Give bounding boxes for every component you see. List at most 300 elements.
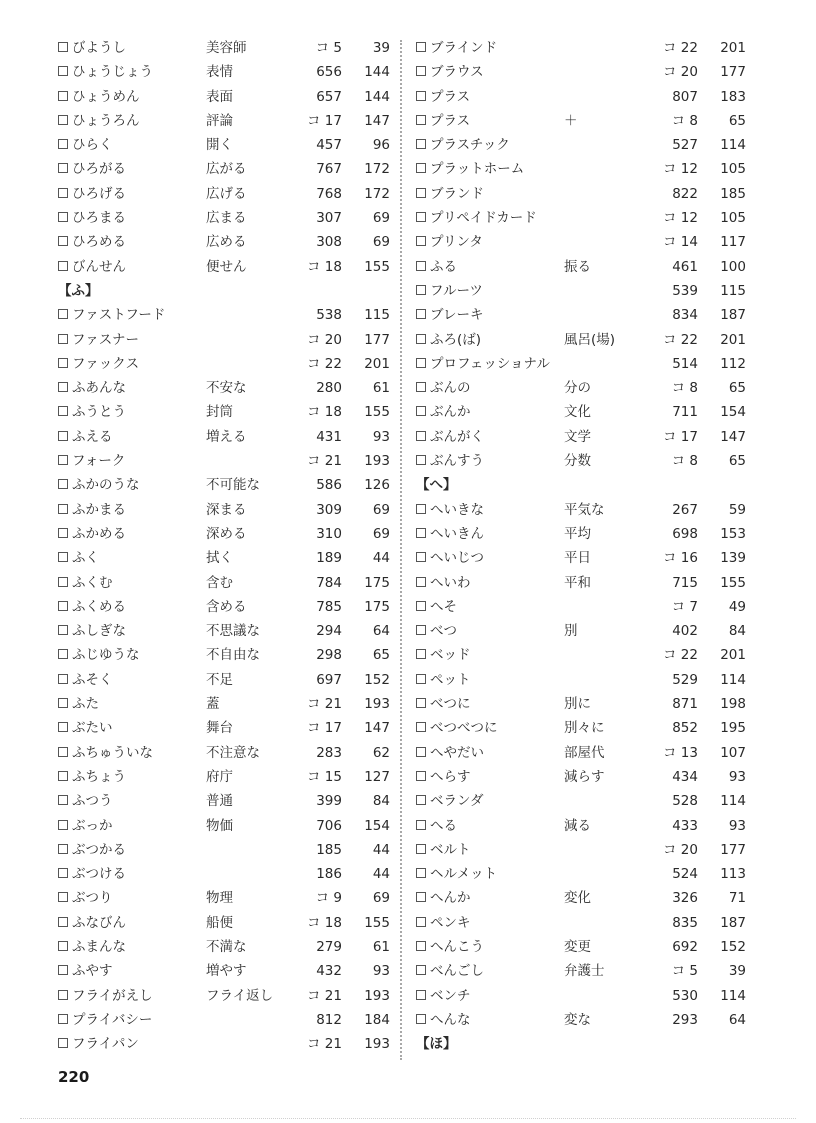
entry-kana: へいきな xyxy=(430,501,484,518)
entry-ref: 524 xyxy=(672,866,698,883)
index-entry xyxy=(58,60,390,84)
entry-page: 62 xyxy=(372,744,390,761)
entry-kanji: 開く xyxy=(206,137,233,154)
checkbox-icon xyxy=(58,771,68,781)
entry-kana: ひろまる xyxy=(72,210,126,227)
checkbox-icon xyxy=(416,188,426,198)
index-entry xyxy=(58,449,390,473)
checkbox-icon xyxy=(58,431,68,441)
entry-kanji: 広める xyxy=(206,234,247,251)
checkbox-icon xyxy=(58,455,68,465)
checkbox-icon xyxy=(416,261,426,271)
entry-kana: ぶつける xyxy=(72,866,126,883)
index-entry xyxy=(416,571,746,595)
entry-kana: ふく xyxy=(72,550,99,567)
index-entry xyxy=(416,425,746,449)
index-entry xyxy=(58,255,390,279)
entry-page: 93 xyxy=(372,428,390,445)
checkbox-icon xyxy=(58,552,68,562)
entry-page: 172 xyxy=(364,161,390,178)
checkbox-icon xyxy=(58,334,68,344)
entry-kanji: フライ返し xyxy=(206,987,274,1004)
entry-ref: 307 xyxy=(316,210,342,227)
entry-kana: プロフェッショナル xyxy=(430,355,550,372)
entry-ref: 399 xyxy=(316,793,342,810)
checkbox-icon xyxy=(58,1038,68,1048)
entry-ref: コ 8 xyxy=(671,453,698,470)
entry-ref: 715 xyxy=(672,574,698,591)
entry-page: 155 xyxy=(720,574,746,591)
checkbox-icon xyxy=(58,601,68,611)
entry-ref: コ 14 xyxy=(663,234,698,251)
entry-page: 69 xyxy=(372,525,390,542)
entry-kana: ペット xyxy=(430,671,471,688)
entry-ref: 784 xyxy=(316,574,342,591)
entry-ref: 768 xyxy=(316,185,342,202)
entry-kana: ひょうめん xyxy=(72,88,140,105)
checkbox-icon xyxy=(58,990,68,1000)
checkbox-icon xyxy=(58,892,68,902)
index-entry xyxy=(416,328,746,352)
checkbox-icon xyxy=(58,528,68,538)
entry-kanji: 物理 xyxy=(206,890,233,907)
entry-kanji: 封筒 xyxy=(206,404,233,421)
section-header xyxy=(416,1032,746,1056)
index-entry xyxy=(58,206,390,230)
checkbox-icon xyxy=(58,965,68,975)
checkbox-icon xyxy=(58,406,68,416)
checkbox-icon xyxy=(58,382,68,392)
entry-kana: ベッド xyxy=(430,647,471,664)
entry-ref: 310 xyxy=(316,525,342,542)
entry-kana: へいじつ xyxy=(430,550,484,567)
entry-ref: 656 xyxy=(316,64,342,81)
entry-kana: べんごし xyxy=(430,963,484,980)
checkbox-icon xyxy=(58,844,68,854)
entry-ref: コ 13 xyxy=(663,744,698,761)
entry-ref: 267 xyxy=(672,501,698,518)
entry-kanji: 別々に xyxy=(564,720,605,737)
section-header xyxy=(416,473,746,497)
index-entry xyxy=(416,376,746,400)
index-entry xyxy=(58,668,390,692)
entry-page: 65 xyxy=(372,647,390,664)
entry-ref: コ 21 xyxy=(307,987,342,1004)
index-entry xyxy=(58,959,390,983)
checkbox-icon xyxy=(416,625,426,635)
checkbox-icon xyxy=(58,91,68,101)
entry-kana: ひょうろん xyxy=(72,112,140,129)
checkbox-icon xyxy=(416,892,426,902)
section-header-text: 【ふ】 xyxy=(58,282,99,299)
entry-kanji: 文化 xyxy=(564,404,591,421)
entry-kana: ブランド xyxy=(430,185,484,202)
entry-page: 172 xyxy=(364,185,390,202)
entry-kanji: 変更 xyxy=(564,938,591,955)
entry-kana: へんか xyxy=(430,890,471,907)
index-entry xyxy=(416,741,746,765)
entry-kanji: 増える xyxy=(206,428,247,445)
entry-page: 71 xyxy=(728,890,746,907)
entry-ref: 711 xyxy=(672,404,698,421)
entry-kana: へる xyxy=(430,817,457,834)
entry-ref: 528 xyxy=(672,793,698,810)
checkbox-icon xyxy=(58,625,68,635)
index-entry xyxy=(416,279,746,303)
entry-ref: コ 20 xyxy=(307,331,342,348)
entry-kana: ぶんか xyxy=(430,404,471,421)
entry-kana: ぶんすう xyxy=(430,453,484,470)
checkbox-icon xyxy=(416,455,426,465)
checkbox-icon xyxy=(416,941,426,951)
index-entry xyxy=(416,400,746,424)
checkbox-icon xyxy=(416,406,426,416)
entry-page: 93 xyxy=(728,768,746,785)
entry-ref: 308 xyxy=(316,234,342,251)
entry-page: 152 xyxy=(364,671,390,688)
entry-page: 113 xyxy=(720,866,746,883)
index-entry xyxy=(58,400,390,424)
entry-page: 44 xyxy=(372,866,390,883)
entry-kana: へらす xyxy=(430,768,471,785)
entry-kana: ぶんがく xyxy=(430,428,484,445)
checkbox-icon xyxy=(416,844,426,854)
entry-kana: ふえる xyxy=(72,428,113,445)
entry-ref: コ 21 xyxy=(307,1036,342,1053)
entry-kanji: 含む xyxy=(206,574,233,591)
checkbox-icon xyxy=(416,552,426,562)
entry-kana: ふじゆうな xyxy=(72,647,140,664)
entry-kana: ぶっか xyxy=(72,817,113,834)
checkbox-icon xyxy=(58,698,68,708)
index-entry xyxy=(416,182,746,206)
index-entry xyxy=(416,85,746,109)
checkbox-icon xyxy=(58,212,68,222)
entry-kana: ふそく xyxy=(72,671,113,688)
checkbox-icon xyxy=(58,1014,68,1024)
entry-kana: ペンキ xyxy=(430,914,471,931)
entry-ref: コ 18 xyxy=(307,914,342,931)
index-entry xyxy=(416,498,746,522)
entry-kanji: 評論 xyxy=(206,112,233,129)
index-entry xyxy=(416,814,746,838)
index-entry xyxy=(58,376,390,400)
entry-ref: 294 xyxy=(316,623,342,640)
checkbox-icon xyxy=(416,66,426,76)
entry-kanji: 拭く xyxy=(206,550,233,567)
checkbox-icon xyxy=(58,504,68,514)
checkbox-icon xyxy=(416,795,426,805)
checkbox-icon xyxy=(416,917,426,927)
entry-kana: びんせん xyxy=(72,258,126,275)
entry-kana: ふくめる xyxy=(72,598,126,615)
index-entry xyxy=(58,862,390,886)
entry-kanji: 文学 xyxy=(564,428,591,445)
index-entry xyxy=(416,789,746,813)
entry-kanji: 蓋 xyxy=(206,696,220,713)
entry-kanji: 広がる xyxy=(206,161,247,178)
entry-kana: ファックス xyxy=(72,355,140,372)
index-entry xyxy=(58,692,390,716)
entry-ref: 457 xyxy=(316,137,342,154)
index-entry xyxy=(58,838,390,862)
entry-kana: ブレーキ xyxy=(430,307,484,324)
entry-page: 201 xyxy=(720,647,746,664)
entry-ref: 852 xyxy=(672,720,698,737)
entry-ref: 293 xyxy=(672,1011,698,1028)
checkbox-icon xyxy=(416,358,426,368)
checkbox-icon xyxy=(58,236,68,246)
checkbox-icon xyxy=(416,115,426,125)
entry-kana: ぶつり xyxy=(72,890,113,907)
index-entry xyxy=(416,522,746,546)
entry-ref: 706 xyxy=(316,817,342,834)
entry-page: 155 xyxy=(364,404,390,421)
entry-kana: へいわ xyxy=(430,574,471,591)
index-entry xyxy=(416,765,746,789)
checkbox-icon xyxy=(416,285,426,295)
entry-kana: へやだい xyxy=(430,744,484,761)
entry-ref: 431 xyxy=(316,428,342,445)
entry-page: 185 xyxy=(720,185,746,202)
checkbox-icon xyxy=(416,868,426,878)
index-entry xyxy=(58,595,390,619)
entry-ref: コ 12 xyxy=(663,210,698,227)
entry-ref: 185 xyxy=(316,841,342,858)
entry-page: 61 xyxy=(372,938,390,955)
index-entry xyxy=(416,886,746,910)
checkbox-icon xyxy=(58,479,68,489)
checkbox-icon xyxy=(416,431,426,441)
entry-kanji: 振る xyxy=(564,258,591,275)
index-entry xyxy=(416,109,746,133)
entry-page: 154 xyxy=(720,404,746,421)
index-entry xyxy=(416,133,746,157)
entry-ref: コ 8 xyxy=(671,380,698,397)
entry-ref: コ 22 xyxy=(307,355,342,372)
entry-kanji: ＋ xyxy=(564,112,578,129)
entry-page: 195 xyxy=(720,720,746,737)
index-entry xyxy=(416,959,746,983)
entry-ref: コ 21 xyxy=(307,453,342,470)
entry-kana: ベルト xyxy=(430,841,471,858)
checkbox-icon xyxy=(416,820,426,830)
index-entry xyxy=(416,206,746,230)
entry-kanji: 変化 xyxy=(564,890,591,907)
entry-page: 183 xyxy=(720,88,746,105)
entry-page: 147 xyxy=(720,428,746,445)
entry-kana: ふかのうな xyxy=(72,477,140,494)
entry-page: 44 xyxy=(372,550,390,567)
index-entry xyxy=(58,328,390,352)
checkbox-icon xyxy=(416,212,426,222)
entry-ref: 785 xyxy=(316,598,342,615)
entry-ref: 767 xyxy=(316,161,342,178)
index-entry xyxy=(58,473,390,497)
entry-page: 84 xyxy=(728,623,746,640)
index-entry xyxy=(58,765,390,789)
entry-ref: 326 xyxy=(672,890,698,907)
checkbox-icon xyxy=(416,674,426,684)
checkbox-icon xyxy=(58,941,68,951)
checkbox-icon xyxy=(58,868,68,878)
entry-page: 144 xyxy=(364,88,390,105)
entry-ref: コ 12 xyxy=(663,161,698,178)
entry-kanji: 不足 xyxy=(206,671,233,688)
entry-kana: ぶたい xyxy=(72,720,113,737)
entry-kanji: 分数 xyxy=(564,453,591,470)
checkbox-icon xyxy=(58,115,68,125)
checkbox-icon xyxy=(58,139,68,149)
entry-kanji: 深まる xyxy=(206,501,247,518)
checkbox-icon xyxy=(416,309,426,319)
index-entry xyxy=(416,838,746,862)
entry-kana: ふかめる xyxy=(72,525,126,542)
entry-ref: コ 17 xyxy=(307,112,342,129)
entry-page: 177 xyxy=(720,64,746,81)
entry-kana: ふあんな xyxy=(72,380,126,397)
entry-ref: 834 xyxy=(672,307,698,324)
entry-kana: べつべつに xyxy=(430,720,498,737)
entry-kana: ふまんな xyxy=(72,938,126,955)
entry-page: 117 xyxy=(720,234,746,251)
entry-kanji: 船便 xyxy=(206,914,233,931)
index-entry xyxy=(58,911,390,935)
entry-page: 198 xyxy=(720,696,746,713)
entry-ref: 822 xyxy=(672,185,698,202)
entry-ref: 692 xyxy=(672,938,698,955)
entry-ref: 529 xyxy=(672,671,698,688)
entry-kana: ブラインド xyxy=(430,40,498,56)
index-entry xyxy=(58,1008,390,1032)
entry-page: 93 xyxy=(372,963,390,980)
entry-kana: フルーツ xyxy=(430,282,483,299)
entry-kana: ファスナー xyxy=(72,331,139,348)
entry-ref: コ 18 xyxy=(307,258,342,275)
index-entry xyxy=(416,643,746,667)
entry-page: 144 xyxy=(364,64,390,81)
entry-page: 61 xyxy=(372,380,390,397)
entry-ref: 527 xyxy=(672,137,698,154)
entry-ref: コ 20 xyxy=(663,64,698,81)
entry-page: 39 xyxy=(372,40,390,56)
checkbox-icon xyxy=(416,698,426,708)
entry-page: 147 xyxy=(364,720,390,737)
entry-ref: 530 xyxy=(672,987,698,1004)
entry-page: 184 xyxy=(364,1011,390,1028)
entry-page: 44 xyxy=(372,841,390,858)
index-entry xyxy=(58,352,390,376)
entry-kana: ふうとう xyxy=(72,404,126,421)
checkbox-icon xyxy=(58,309,68,319)
entry-page: 147 xyxy=(364,112,390,129)
checkbox-icon xyxy=(416,236,426,246)
entry-ref: 697 xyxy=(316,671,342,688)
entry-page: 187 xyxy=(720,914,746,931)
index-entry xyxy=(58,109,390,133)
index-entry xyxy=(58,984,390,1008)
index-entry xyxy=(416,352,746,376)
entry-page: 201 xyxy=(720,40,746,56)
entry-kana: ファストフード xyxy=(72,307,166,324)
section-header xyxy=(58,279,390,303)
checkbox-icon xyxy=(58,66,68,76)
entry-page: 126 xyxy=(364,477,390,494)
checkbox-icon xyxy=(416,139,426,149)
entry-ref: コ 17 xyxy=(663,428,698,445)
entry-page: 193 xyxy=(364,453,390,470)
entry-ref: 514 xyxy=(672,355,698,372)
entry-kana: へんこう xyxy=(430,938,484,955)
checkbox-icon xyxy=(58,649,68,659)
entry-ref: 807 xyxy=(672,88,698,105)
entry-kana: ぶんの xyxy=(430,380,471,397)
checkbox-icon xyxy=(58,795,68,805)
entry-kanji: 風呂(場) xyxy=(564,331,616,348)
entry-page: 152 xyxy=(720,938,746,955)
entry-kana: プラスチック xyxy=(430,137,510,154)
index-entry xyxy=(416,1008,746,1032)
entry-page: 154 xyxy=(364,817,390,834)
entry-ref: 835 xyxy=(672,914,698,931)
checkbox-icon xyxy=(416,965,426,975)
entry-ref: コ 5 xyxy=(315,40,342,56)
entry-kana: ひょうじょう xyxy=(72,64,153,81)
entry-page: 155 xyxy=(364,258,390,275)
entry-kana: ふちょう xyxy=(72,768,126,785)
entry-page: 201 xyxy=(364,355,390,372)
entry-kana: ひろがる xyxy=(72,161,126,178)
index-entry xyxy=(58,425,390,449)
entry-kanji: 減る xyxy=(564,817,591,834)
index-entry xyxy=(416,862,746,886)
index-column-right xyxy=(416,36,746,1056)
entry-ref: 298 xyxy=(316,647,342,664)
entry-page: 84 xyxy=(372,793,390,810)
entry-kana: へいきん xyxy=(430,525,484,542)
entry-page: 69 xyxy=(372,501,390,518)
entry-kana: ベンチ xyxy=(430,987,471,1004)
index-entry xyxy=(58,157,390,181)
index-entry xyxy=(416,230,746,254)
entry-page: 127 xyxy=(364,768,390,785)
entry-kana: フライパン xyxy=(72,1036,139,1053)
entry-ref: 812 xyxy=(316,1011,342,1028)
entry-page: 155 xyxy=(364,914,390,931)
entry-ref: 657 xyxy=(316,88,342,105)
entry-kana: ぶつかる xyxy=(72,841,126,858)
checkbox-icon xyxy=(58,820,68,830)
entry-kana: ふやす xyxy=(72,963,113,980)
entry-kanji: 舞台 xyxy=(206,720,233,737)
index-entry xyxy=(416,595,746,619)
entry-kanji: 部屋代 xyxy=(564,744,605,761)
entry-kana: フォーク xyxy=(72,453,126,470)
entry-kanji: 弁護士 xyxy=(564,963,605,980)
entry-kana: ひろげる xyxy=(72,185,126,202)
entry-page: 39 xyxy=(728,963,746,980)
index-entry xyxy=(58,498,390,522)
entry-kanji: 平気な xyxy=(564,501,605,518)
checkbox-icon xyxy=(416,382,426,392)
entry-kana: ヘルメット xyxy=(430,866,498,883)
entry-kana: へそ xyxy=(430,598,457,615)
entry-kanji: 不思議な xyxy=(206,623,260,640)
checkbox-icon xyxy=(416,577,426,587)
entry-kanji: 不満な xyxy=(206,938,247,955)
checkbox-icon xyxy=(58,358,68,368)
entry-page: 201 xyxy=(720,331,746,348)
